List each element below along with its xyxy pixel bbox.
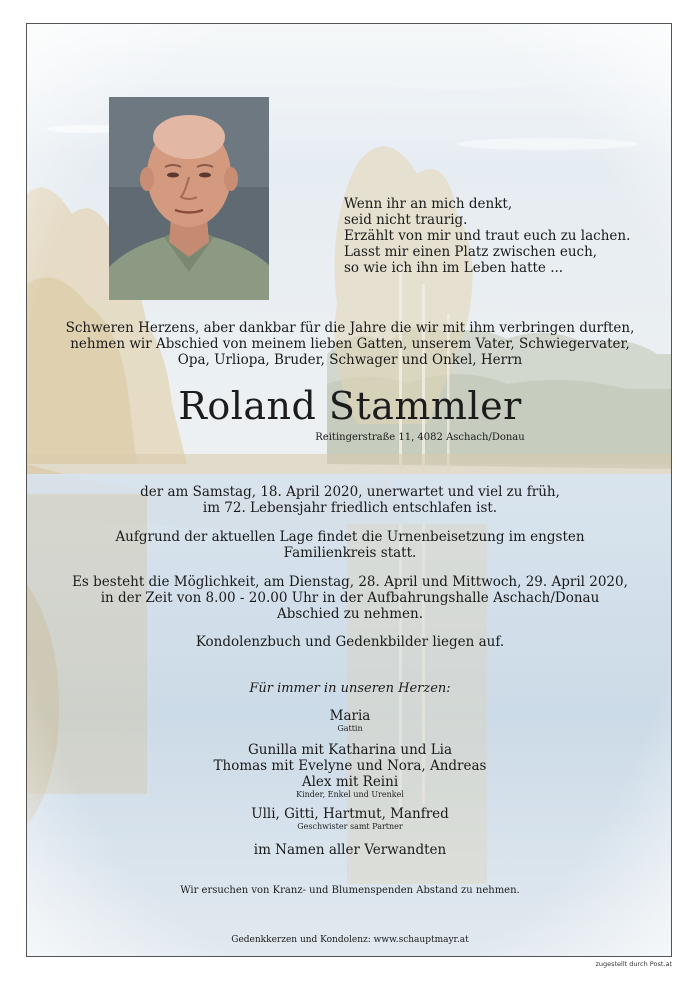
poem-line: Wenn ihr an mich denkt, — [344, 196, 513, 212]
poem-line: Lasst mir einen Platz zwischen euch, — [344, 244, 598, 260]
delivery-credit: zugestellt durch Post.at — [595, 960, 672, 968]
motto: Für immer in unseren Herzen: — [249, 681, 451, 696]
farewell-notice — [27, 574, 672, 622]
poem-line: so wie ich ihn im Leben hatte ... — [344, 260, 564, 276]
deceased-address: Reitingerstraße 11, 4082 Aschach/Donau — [315, 432, 525, 443]
children-role: Kinder, Enkel und Urenkel — [296, 790, 404, 799]
intro-line: nehmen wir Abschied von meinem lieben Gatten, unserem Vater, Schwiegervater, — [70, 336, 630, 352]
intro-line: Opa, Urliopa, Bruder, Schwager und Onkel, Herrn — [177, 352, 523, 368]
farewell-notice-line: in der Zeit von 8.00 - 20.00 Uhr in der Aufbahrungshalle Aschach/Donau — [100, 590, 600, 606]
death-notice-line: der am Samstag, 18. April 2020, unerwartet und viel zu früh, — [140, 484, 560, 500]
intro-line: Schweren Herzens, aber dankbar für die Jahre die wir mit ihm verbringen durften, — [65, 320, 635, 336]
children-line: Gunilla mit Katharina und Lia — [247, 742, 453, 758]
poem-line: seid nicht traurig. — [344, 212, 468, 228]
intro-text — [27, 320, 672, 368]
burial-notice-line: Aufgrund der aktuellen Lage findet die Urnenbeisetzung im engsten — [115, 529, 585, 545]
farewell-notice-line: Es besteht die Möglichkeit, am Dienstag, 28. April und Mittwoch, 29. April 2020, — [72, 574, 628, 590]
siblings-names: Ulli, Gitti, Hartmut, Manfred — [251, 806, 449, 822]
spouse-role: Gattin — [337, 724, 363, 733]
relatives-line: im Namen aller Verwandten — [253, 842, 447, 858]
portrait-photo — [109, 97, 269, 300]
spouse-name: Maria — [329, 708, 371, 724]
burial-notice — [27, 529, 672, 561]
farewell-notice-line: Abschied zu nehmen. — [276, 606, 424, 622]
children-list — [27, 742, 672, 790]
burial-notice-line: Familienkreis statt. — [283, 545, 417, 561]
death-notice — [27, 484, 672, 516]
death-notice-line: im 72. Lebensjahr friedlich entschlafen ist. — [202, 500, 498, 516]
children-line: Alex mit Reini — [301, 774, 399, 790]
poem — [344, 196, 644, 276]
condolence-book-notice: Kondolenzbuch und Gedenkbilder liegen auf. — [195, 634, 505, 650]
children-line: Thomas mit Evelyne und Nora, Andreas — [213, 758, 487, 774]
siblings-role: Geschwister samt Partner — [297, 822, 403, 831]
deceased-name: Roland Stammler — [178, 384, 522, 428]
obituary-frame — [26, 23, 672, 957]
flowers-request: Wir ersuchen von Kranz- und Blumenspenden Abstand zu nehmen. — [180, 885, 520, 896]
footer-website: Gedenkkerzen und Kondolenz: www.schauptmayr.at — [231, 935, 469, 945]
poem-line: Erzählt von mir und traut euch zu lachen. — [344, 228, 631, 244]
